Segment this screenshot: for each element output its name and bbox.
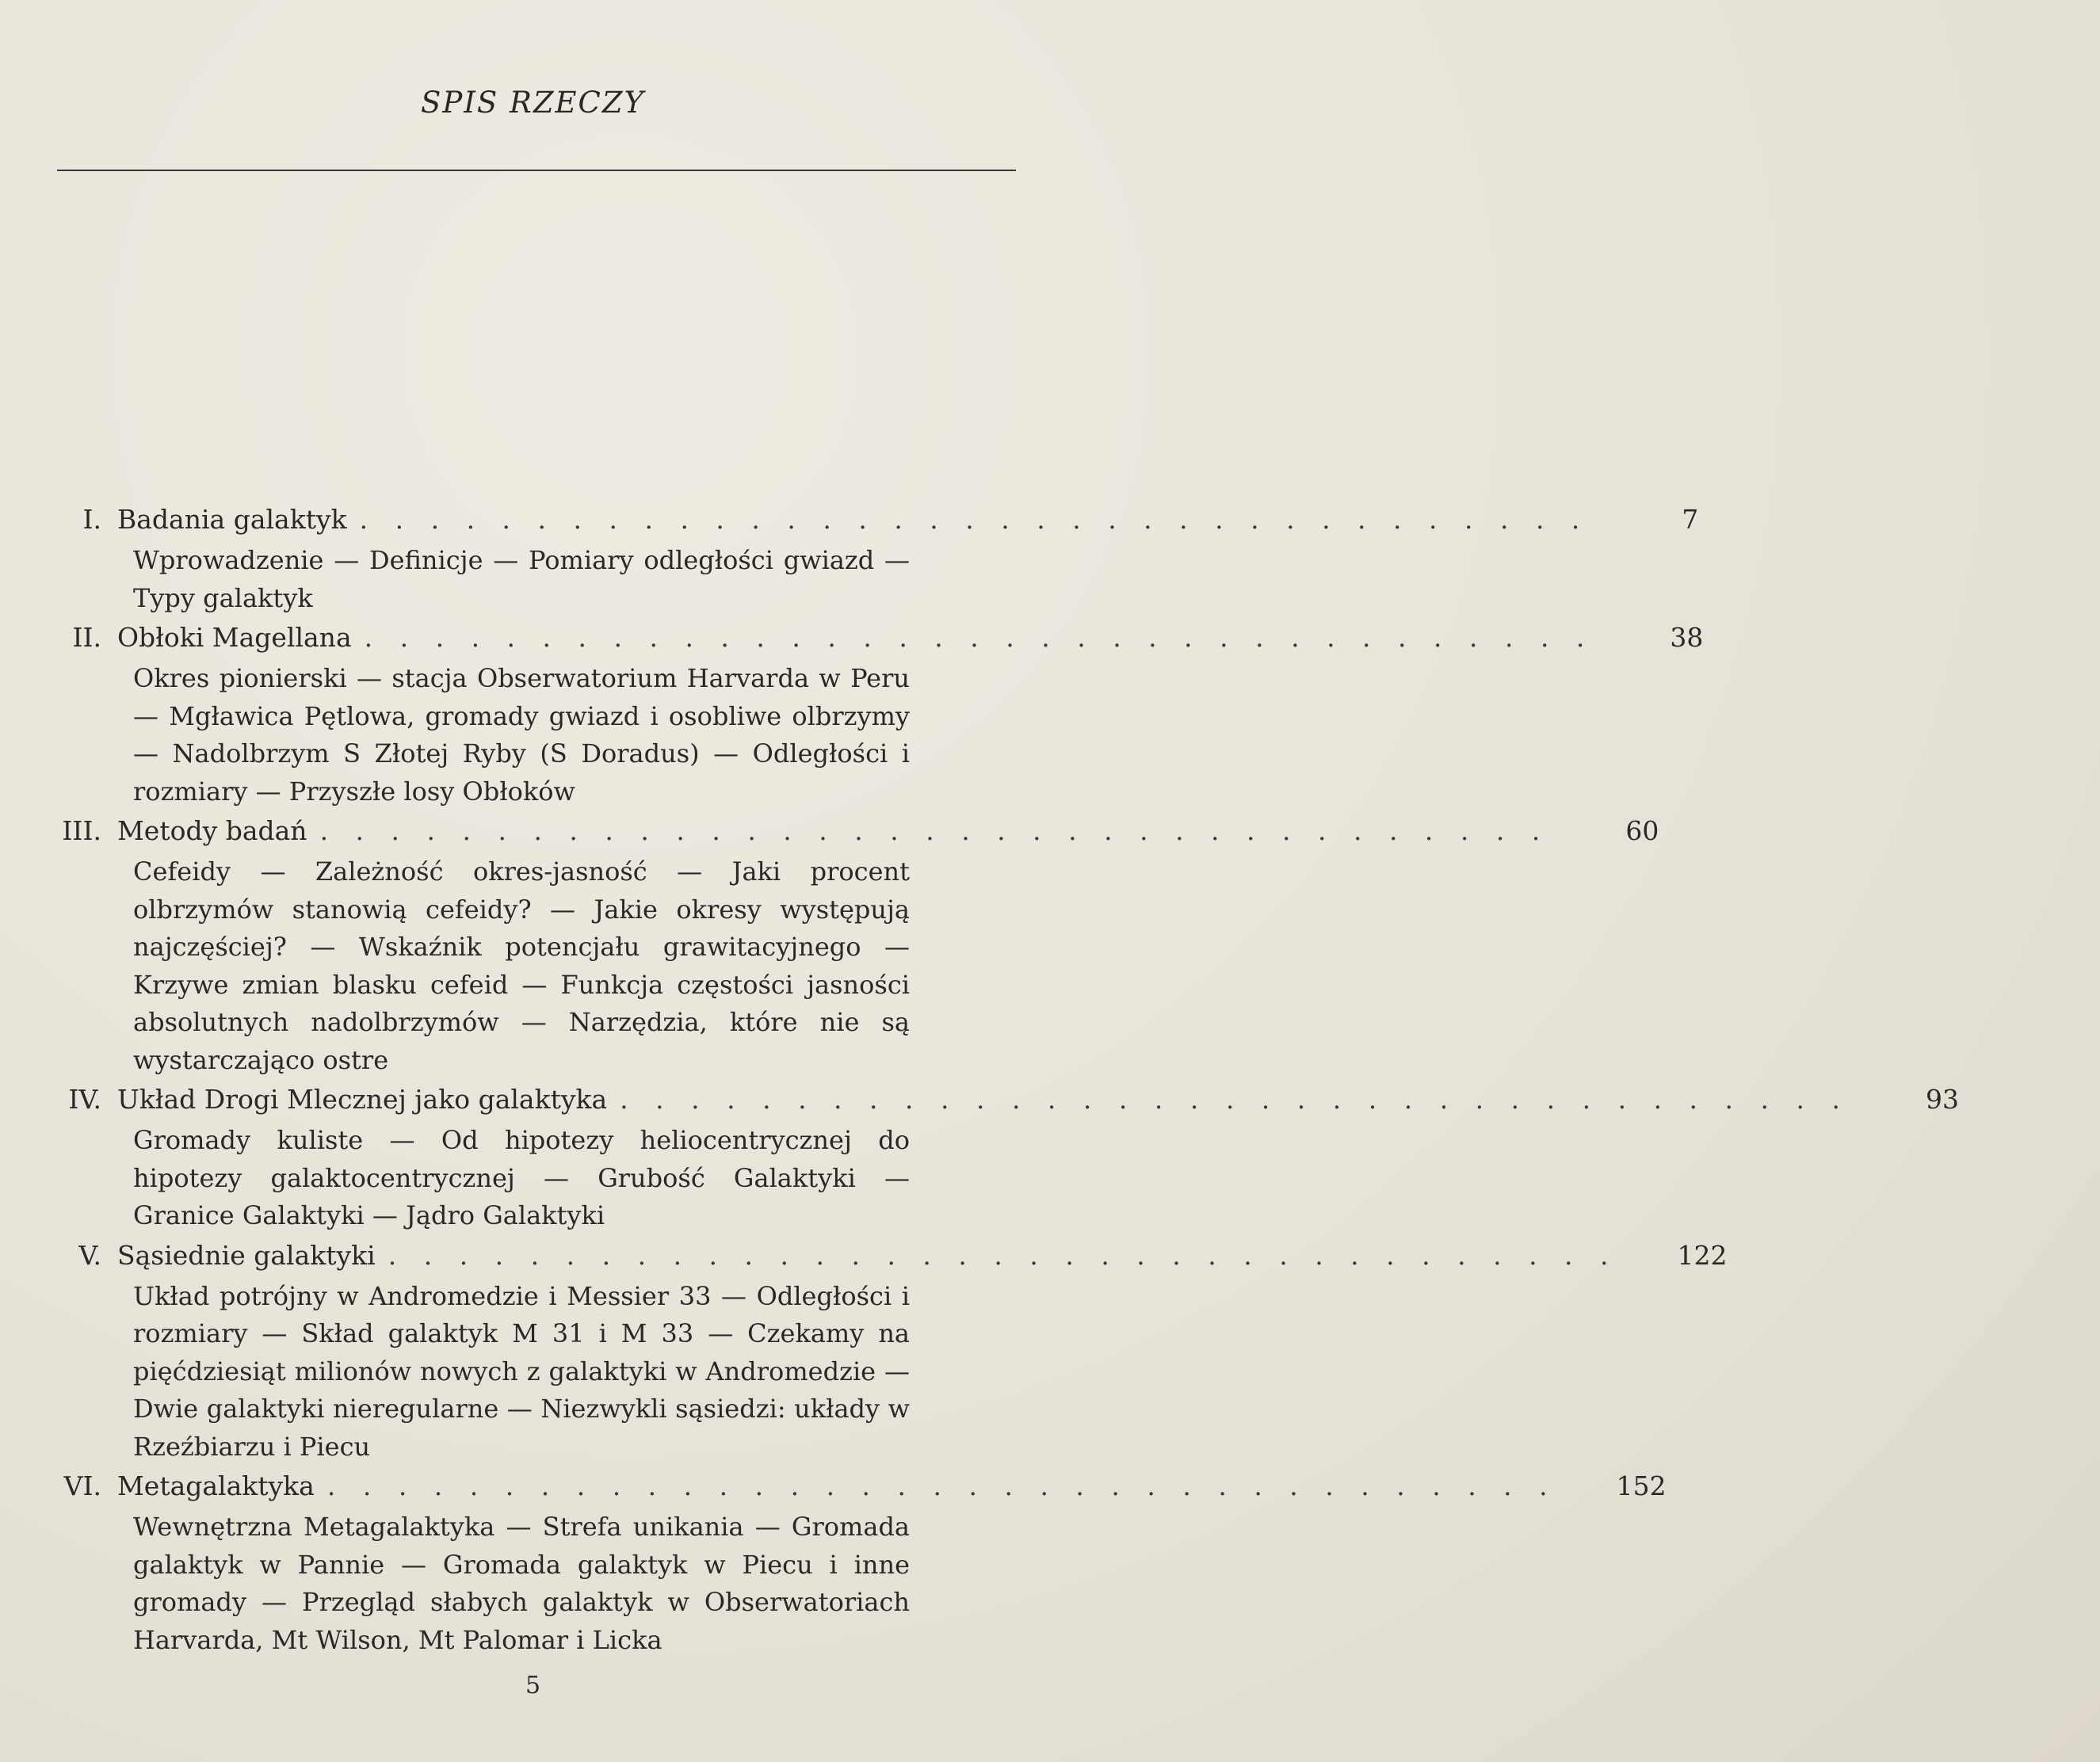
toc-entry — [0, 1470, 1667, 1659]
chapter-summary: Cefeidy — Zależność okres-jasność — Jaki procent olbrzymów stanowią cefeidy? — Jakie okresy występują najczęściej? — Wskaźnik potencjału grawitacyjnego — Krzywe zmian blasku cefeid — Funkcja częstości jasności absolutnych nadolbrzymów — Narzędzia, które nie są wystarczająco ostre — [133, 856, 910, 1075]
toc-entry — [0, 1239, 1728, 1466]
page-number: 122 — [1677, 1239, 1728, 1271]
page-number: 60 — [1625, 815, 1659, 846]
toc-entry — [0, 504, 1699, 617]
chapter-summary: Okres pionierski — stacja Obserwatorium Harvarda w Peru — Mgławica Pętlowa, gromady gwiazd i osobliwe olbrzymy — Nadolbrzym S Złotej Ryby (S Doradus) — Odległości i rozmiary — Przyszłe losy Obłoków — [133, 663, 910, 807]
leader-dots: . . . . . . . . . . . . . . . . . . . . . . . . . . . . . . . . . . . — [359, 504, 1590, 535]
chapter-number: IV. — [68, 1084, 101, 1115]
toc-entry — [0, 1084, 1959, 1235]
chapter-summary: Wprowadzenie — Definicje — Pomiary odległości gwiazd — Typy galaktyk — [133, 545, 910, 613]
leader-dots: . . . . . . . . . . . . . . . . . . . . . . . . . . . . . . . . . . . — [364, 622, 1594, 653]
chapter-title: Metody badań — [117, 815, 307, 846]
page-number: 38 — [1670, 622, 1704, 653]
chapter-title: Badania galaktyk — [117, 504, 347, 535]
page-number: 7 — [1682, 504, 1699, 535]
chapter-number: II. — [72, 622, 101, 653]
title-rule — [57, 170, 1016, 171]
chapter-title: Obłoki Magellana — [117, 622, 352, 653]
leader-dots: . . . . . . . . . . . . . . . . . . . . . . . . . . . . . . . . . . . — [388, 1239, 1618, 1271]
leader-dots: . . . . . . . . . . . . . . . . . . . . . . . . . . . . . . . . . . . — [326, 1470, 1557, 1501]
chapter-title: Układ Drogi Mlecznej jako galaktyka — [117, 1084, 608, 1115]
chapter-summary: Gromady kuliste — Od hipotezy heliocentrycznej do hipotezy galaktocentrycznej — Grubość Galaktyki — Granice Galaktyki — Jądro Galaktyki — [133, 1125, 910, 1230]
folio-page-number: 5 — [525, 1672, 541, 1699]
table-of-contents — [0, 504, 1959, 1664]
chapter-title: Metagalaktyka — [117, 1470, 315, 1501]
chapter-summary: Układ potrójny w Andromedzie i Messier 33 — Odległości i rozmiary — Skład galaktyk M 31 i M 33 — Czekamy na pięćdziesiąt milionów nowych z galaktyki w Andromedzie — Dwie galaktyki nieregularne — Niezwykli sąsiedzi: układy w Rzeźbiarzu i Piecu — [133, 1280, 910, 1462]
page-title: SPIS RZECZY — [421, 86, 645, 120]
chapter-number: VI. — [63, 1470, 101, 1501]
chapter-number: V. — [78, 1239, 101, 1271]
leader-dots: . . . . . . . . . . . . . . . . . . . . . . . . . . . . . . . . . . . — [620, 1084, 1850, 1115]
toc-entry — [0, 815, 1659, 1079]
page-number: 152 — [1616, 1470, 1667, 1501]
chapter-summary: Wewnętrzna Metagalaktyka — Strefa unikania — Gromada galaktyk w Pannie — Gromada galaktyk w Piecu i inne gromady — Przegląd słabych galaktyk w Obserwatoriach Harvarda, Mt Wilson, Mt Palomar i Licka — [133, 1512, 910, 1655]
page-number: 93 — [1925, 1084, 1959, 1115]
chapter-title: Sąsiednie galaktyki — [117, 1239, 376, 1271]
chapter-number: I. — [82, 504, 101, 535]
chapter-number: III. — [62, 815, 101, 846]
leader-dots: . . . . . . . . . . . . . . . . . . . . . . . . . . . . . . . . . . . — [319, 815, 1550, 846]
toc-entry — [0, 622, 1704, 810]
